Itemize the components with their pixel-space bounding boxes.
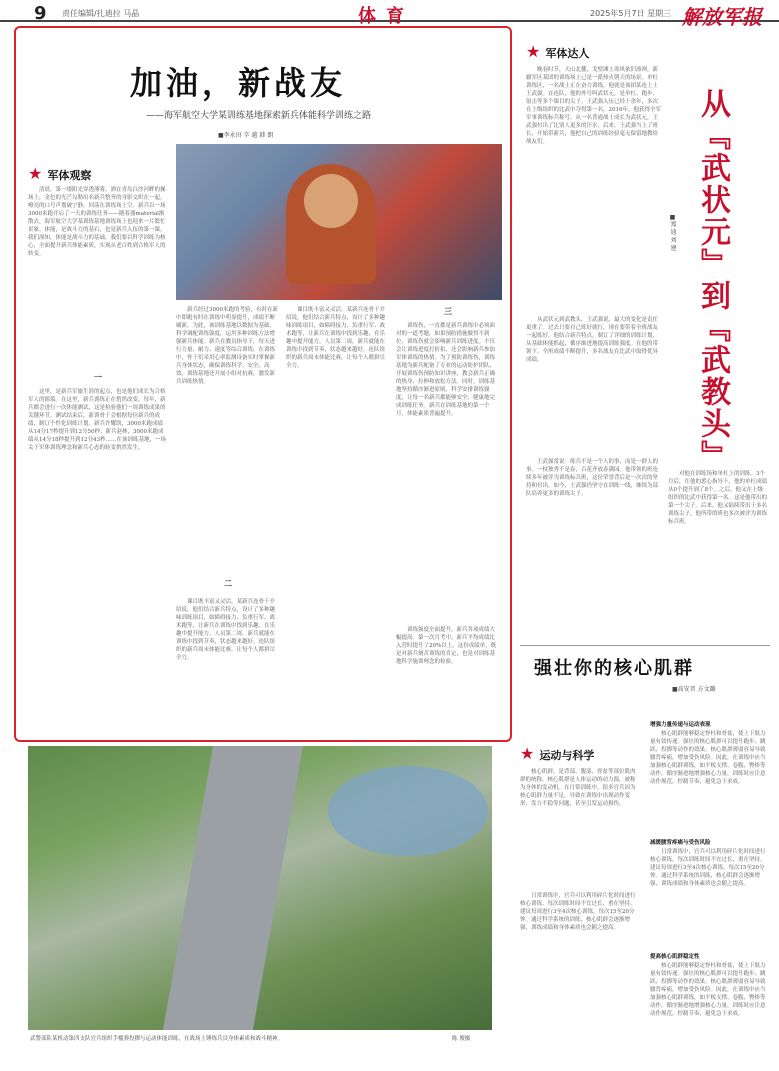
section-title: 体育 xyxy=(358,6,414,27)
feature-column-2b: 课目既丰富又灵活。某新兵连骨干介绍说，他们结合新兵特点，设计了多种趣味训练项目，如障碍接力、负重行军、战术跑等，让新兵在训练中找到乐趣，在乐趣中提升能力。人员第二周，新兵就能在训练中找到节奏，状态越来越好。连队组织的新兵周末体能比赛，让每个人都拼尽全力。 xyxy=(176,599,276,661)
feature-part-three-heading: 三 xyxy=(444,307,452,316)
feature-part-one-heading: 一 xyxy=(94,373,102,382)
core-subhead-3: 提高核心肌群稳定性 xyxy=(650,954,700,960)
soldier-head xyxy=(304,174,358,228)
divider xyxy=(520,645,770,646)
feature-column-4: 训练伤，一直都是新兵训练中必须面对的一道考题。如果预防措施做得不到位，训练伤就会影响新兵训练进度。不仅会让训练进度打折扣，还会影响新兵参加军体训练的热情。为了预防训练伤，训练基地为新兵配备了专业的运动防护团队，开展训练伤预防知识讲座，教会新兵正确的热身、拉伸和放松方法。同时，训练基地坚持循序渐进原则，科学安排训练强度，让每一名新兵都能够安全、健康地完成训练任务。新兵在训练基地的第一个月，体能素质普遍提升。 xyxy=(396,323,496,417)
profile-byline: ■郑 迪 刘 建 xyxy=(669,214,676,251)
section-head-sport-science xyxy=(520,744,594,763)
feature-byline: ■李永田 辛 越 韩 朗 xyxy=(218,132,274,139)
profile-column-a: 晚春时节，天山北麓，戈壁滩上寒风依旧凛冽。新疆军区某团的训练场上已是一派热火朝天的场景。单杠训练区，一名战士正在奋力训练，他就是该团某连上士王武强。在连队，他的外号叫武状元，是单杠、跑步、射击等多个课目的尖子。王武强入伍已经十余年，多次在上级组织的比武中夺得第一名。2016年，他获得全军军事训练标兵称号。从一名普通战士成长为武状元，王武强付出了比别人更多的汗水。后来，王武强当上了班长，开始带新兵，他把自己的训练经验毫无保留地教给战友们。 xyxy=(526,67,661,145)
feature-column-4b: 训练强度全面提升，新兵各项成绩大幅提高。第一次月考中，新兵平均成绩比入营时提升了20%以上。这份成绩单，既是对新兵刻苦训练的肯定，也是对训练基地科学施训理念的检验。 xyxy=(396,627,497,665)
core-column-c: 日常训练中，官兵可以利用碎片化时间进行核心训练。每次训练时间不宜过长，重在坚持。建议每周进行3至4次核心训练，每次15至20分钟。通过科学系统的训练，核心肌群会逐渐增强，训练成绩和身体素质也会随之提高。 xyxy=(520,893,636,931)
editor-line: 责任编辑/扎迪拉 马晶 xyxy=(62,9,140,18)
section-head-military-sports xyxy=(28,164,91,183)
photo-caption: 武警部队某机动第四支队官兵组织手榴弹投掷与运动体能训练，在战场上锤炼兵员身体素质和战斗精神。 xyxy=(30,1036,284,1042)
core-column-b2: 日常训练中，官兵可以利用碎片化时间进行核心训练。每次训练时间不宜过长，重在坚持。建议每周进行3至4次核心训练，每次15至20分钟。通过科学系统的训练，核心肌群会逐渐增强，训练成绩和身体素质也会随之提高。 xyxy=(650,849,766,887)
feature-photo xyxy=(176,144,502,300)
feature-column-3: 课目既丰富又灵活。某新兵连骨干介绍说，他们结合新兵特点，设计了多种趣味训练项目，如障碍接力、负重行军、战术跑等，让新兵在训练中找到乐趣，在乐趣中提升能力。人员第二周，新兵就能在训练中找到节奏，状态越来越好。连队组织的新兵周末体能比赛，让每个人都拼尽全力。 xyxy=(286,307,386,369)
section-head-label: 军体观察 xyxy=(47,169,92,182)
profile-column-d: 对他在训练场和单杠上的训练。3个月后，在他的悉心指导下，他的单杠成绩从0个提升到了8个。之后，他又在上级组织的比武中获得第一名。这是他带出的第一个尖子。后来，他又陆续带出十多名训练尖子，他所带的班也多次被评为训练标兵班。 xyxy=(668,471,768,525)
star-icon: ★ xyxy=(28,164,43,183)
section-head-label: 军体达人 xyxy=(545,47,590,60)
section-head-label: 运动与科学 xyxy=(539,749,595,762)
feature-column-1: 这里，是新兵军旅生涯的起点，也是他们成长为合格军人的摇篮。在这里，新兵训练正在悄然改变。每年，新兵都会进行一次体能测试，这是检验他们一周训练成果的关键环节。测试结束后，新训骨干会根据每位新兵的成绩，制订个性化训练计划。新兵许耀凯，3000米跑成绩从14分17秒提升到12分50秒；新兵赵林，3000米跑成绩从14分18秒提升到12分43秒……在该训练基地，一场关于军体训练理念和新兵心态的转变悄然发生。 xyxy=(28,389,166,451)
profile-column-b: 从武状元到武教头，王武强说，最大的变化是责任更重了。过去只要自己练好就行，现在要带着全班战友一起练好。他结合新兵特点，制订了详细的训练计划，从基础体能抓起，循序渐进地提高训练强度。在他的带领下，全班成绩不断提升，多名战友在比武中取得优异成绩。 xyxy=(526,317,659,363)
page-number: 9 xyxy=(34,3,47,24)
profile-headline: 从『武状元』到『武教头』 xyxy=(695,88,730,472)
newspaper-logo: 解放军报 xyxy=(682,5,762,29)
road xyxy=(163,746,303,1030)
lake xyxy=(328,766,488,856)
star-icon: ★ xyxy=(526,42,541,61)
core-subhead-2: 减缓腰背疼痛与受伤风险 xyxy=(650,840,711,846)
core-article-title: 强壮你的核心肌群 xyxy=(534,658,694,679)
feature-part-two-heading: 二 xyxy=(224,579,232,588)
star-icon: ★ xyxy=(520,744,535,763)
photo-credit: 陈 俊摄 xyxy=(452,1036,471,1042)
profile-column-c: 王武强常说：练兵不是一个人的事，而是一群人的事。一枝独秀不是春，百花齐放春满园。他带领的班连续多年被评为训练标兵班，这份荣誉背后是一次次的坚持和付出。如今，王武强仍坚守在训练一线，继续为部队培养更多的训练尖子。 xyxy=(526,459,659,497)
core-column-a: 核心肌群，是背部、腹部、骨盆等部位肌肉群的统称。核心肌群是人体运动的动力源，被称为身体的发动机。在日常训练中，很多官兵因为核心肌群力量不足，导致在训练中出现动作变形、发力不稳等问题，甚至引发运动损伤。 xyxy=(520,769,636,807)
feature-subtitle: ——海军航空大学某训练基地探索新兵体能科学训练之路 xyxy=(146,111,372,121)
issue-date: 2025年5月7日 星期三 xyxy=(590,9,672,18)
feature-column-2: 新兵经过3000米跑的考验，有时在新中即跑有时在训练中明显提升，成绩不断刷新。为此，该训练基地以数据为基础，科学调配训练强度，运用多种训练方法增强新兵体能。新兵在教员指导下，每天进行力量、耐力、速度等综合训练。在训练中，骨干们采用心率监测设备实时掌握新兵身体状态，确保训练科学、安全、高效。训练基地还开展小组对抗赛，激发新兵训练热情。 xyxy=(176,307,278,385)
feature-intro-column: 清晨，第一缕阳光穿透薄雾，洒在青岛白沙河畔的操场上，金色的光芒勾勒出名新兵整齐的身影交织在一起。嘹亮的口号声划破宁静，回荡在训练场上空。新兵以一场3000米跑开启了一天的训练任务——随着器material渐散去，海军航空大学某训练基地训练场上也迎来一片繁忙景象。体能，是战斗力的基石，也是新兵入伍的第一课。我们深知，体能是战斗力的基础。我们要以科学训练为核心，全面提升新兵体能素质，实现从老百姓到合格军人的转变。 xyxy=(28,187,166,257)
core-subhead-1: 增强力量传递与运动表现 xyxy=(650,722,711,728)
core-column-b3: 核心肌群能够稳定脊柱和骨盆，使上下肢力量有效传递。强壮的核心肌群可以提升跑步、跳跃、投掷等动作的效果。核心肌群薄弱容易导致腰背疼痛，增加受伤风险。因此，在训练中应当加强核心肌群训练，如平板支撑、卷腹、臀桥等动作，循序渐进地增强核心力量。训练时应注意动作规范，控制节奏，避免急于求成。 xyxy=(650,963,766,1017)
section-head-sports-star xyxy=(526,42,589,61)
core-column-b: 核心肌群能够稳定脊柱和骨盆，使上下肢力量有效传递。强壮的核心肌群可以提升跑步、跳跃、投掷等动作的效果。核心肌群薄弱容易导致腰背疼痛，增加受伤风险。因此，在训练中应当加强核心肌群训练，如平板支撑、卷腹、臀桥等动作，循序渐进地增强核心力量。训练时应注意动作规范，控制节奏，避免急于求成。 xyxy=(650,731,766,785)
training-photo xyxy=(28,746,492,1030)
core-article-byline: ■高安晋 方文璐 xyxy=(672,686,716,693)
feature-title: 加油，新战友 xyxy=(130,64,347,102)
